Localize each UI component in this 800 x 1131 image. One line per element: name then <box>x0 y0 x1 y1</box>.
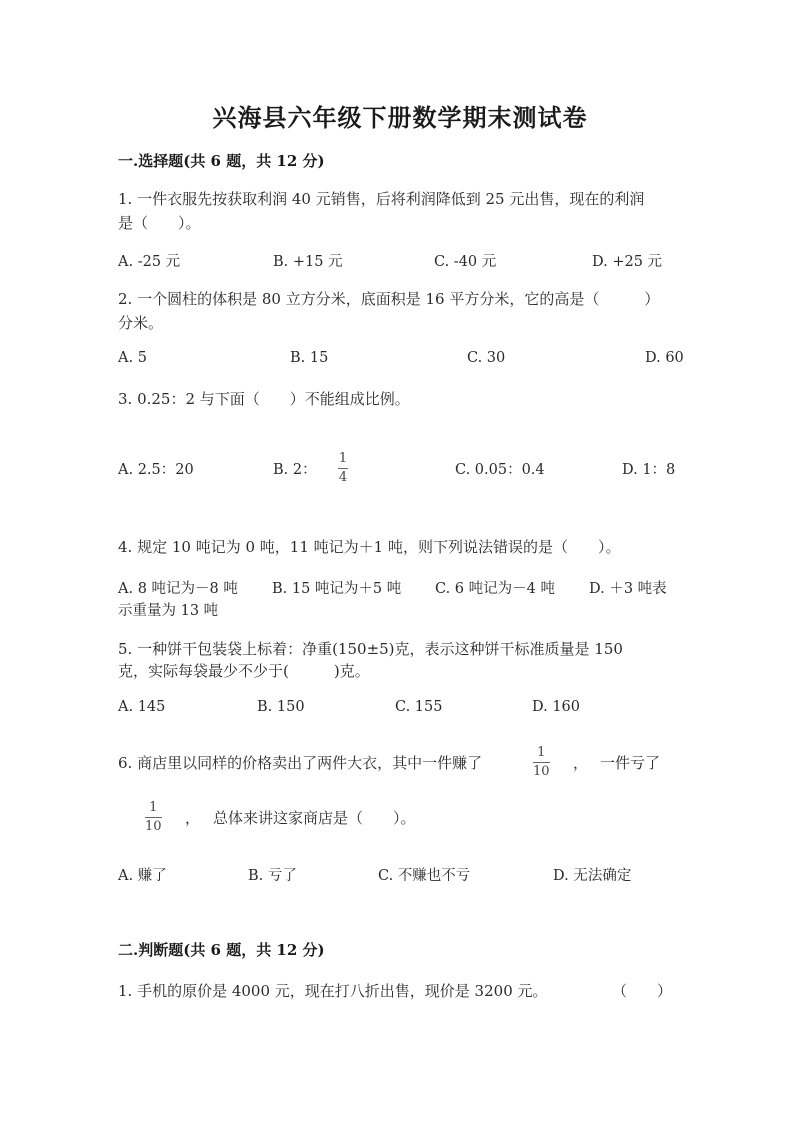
option-b: B. 15 <box>290 350 329 366</box>
denominator: 10 <box>533 764 550 779</box>
numerator: 1 <box>149 800 158 815</box>
fraction-one-quarter <box>338 452 348 485</box>
section-heading-choice: 一.选择题(共 6 题，共 12 分) <box>118 152 325 170</box>
option-a: A. 8 吨记为－8 吨 <box>118 581 238 597</box>
option-c: C. 30 <box>467 350 506 366</box>
option-b: B. 2： <box>273 462 317 478</box>
question-text: 6. 商店里以同样的价格卖出了两件大衣，其中一件赚了 <box>118 754 483 772</box>
section-heading-judgment: 二.判断题(共 6 题，共 12 分) <box>118 941 325 959</box>
option-b: B. +15 元 <box>273 254 343 270</box>
option-b: B. 亏了 <box>248 868 297 884</box>
option-a: A. -25 元 <box>118 254 181 270</box>
denominator: 4 <box>338 470 348 485</box>
question-text: 2. 一个圆柱的体积是 80 立方分米，底面积是 16 平方分米，它的高是（ ） <box>118 290 660 308</box>
option-b: B. 150 <box>257 699 305 715</box>
question-text-cont: 克，实际每袋最少不少于( )克。 <box>118 662 370 680</box>
option-d: D. 160 <box>532 699 581 715</box>
option-a: A. 赚了 <box>118 868 167 884</box>
denominator: 10 <box>145 819 162 834</box>
option-a: A. 2.5：20 <box>118 462 194 478</box>
fraction-one-tenth <box>145 801 162 834</box>
fraction-one-tenth <box>533 746 550 779</box>
option-d: D. 无法确定 <box>553 868 632 884</box>
question-text: 1. 一件衣服先按获取利润 40 元销售，后将利润降低到 25 元出售，现在的利润 <box>118 190 645 208</box>
option-c: C. 0.05：0.4 <box>455 462 545 478</box>
option-c: C. 155 <box>395 699 443 715</box>
question-text: 一件亏了 <box>600 754 661 772</box>
answer-blank: （ ） <box>612 982 673 1000</box>
option-a: A. 145 <box>118 699 166 715</box>
option-d: D. 1：8 <box>622 462 676 478</box>
option-c: C. 不赚也不亏 <box>378 868 471 884</box>
page-title: 兴海县六年级下册数学期末测试卷 <box>212 103 588 132</box>
question-text-cont: 总体来讲这家商店是（ ）。 <box>213 809 416 827</box>
option-b: B. 15 吨记为＋5 吨 <box>272 581 402 597</box>
question-text-cont: 是（ ）。 <box>118 214 201 232</box>
question-text: ， <box>573 754 589 772</box>
question-text: ， <box>185 809 201 827</box>
question-text: 4. 规定 10 吨记为 0 吨，11 吨记为＋1 吨，则下列说法错误的是（ ）。 <box>118 538 621 556</box>
option-a: A. 5 <box>118 350 147 366</box>
numerator: 1 <box>537 745 546 760</box>
fraction-bar <box>338 468 348 469</box>
question-text-cont: 分米。 <box>118 314 164 332</box>
option-d: D. +25 元 <box>592 254 663 270</box>
question-text: 1. 手机的原价是 4000 元，现在打八折出售，现价是 3200 元。 <box>118 982 548 1000</box>
fraction-bar <box>533 762 550 763</box>
option-c: C. 6 吨记为－4 吨 <box>435 581 555 597</box>
option-c: C. -40 元 <box>434 254 497 270</box>
question-text: 3. 0.25：2 与下面（ ）不能组成比例。 <box>118 390 410 408</box>
fraction-bar <box>145 817 162 818</box>
option-d: D. ＋3 吨表 <box>589 581 667 597</box>
option-d-cont: 示重量为 13 吨 <box>118 603 219 619</box>
option-d: D. 60 <box>645 350 684 366</box>
question-text: 5. 一种饼干包装袋上标着：净重(150±5)克，表示这种饼干标准质量是 150 <box>118 640 623 658</box>
numerator: 1 <box>338 451 348 466</box>
